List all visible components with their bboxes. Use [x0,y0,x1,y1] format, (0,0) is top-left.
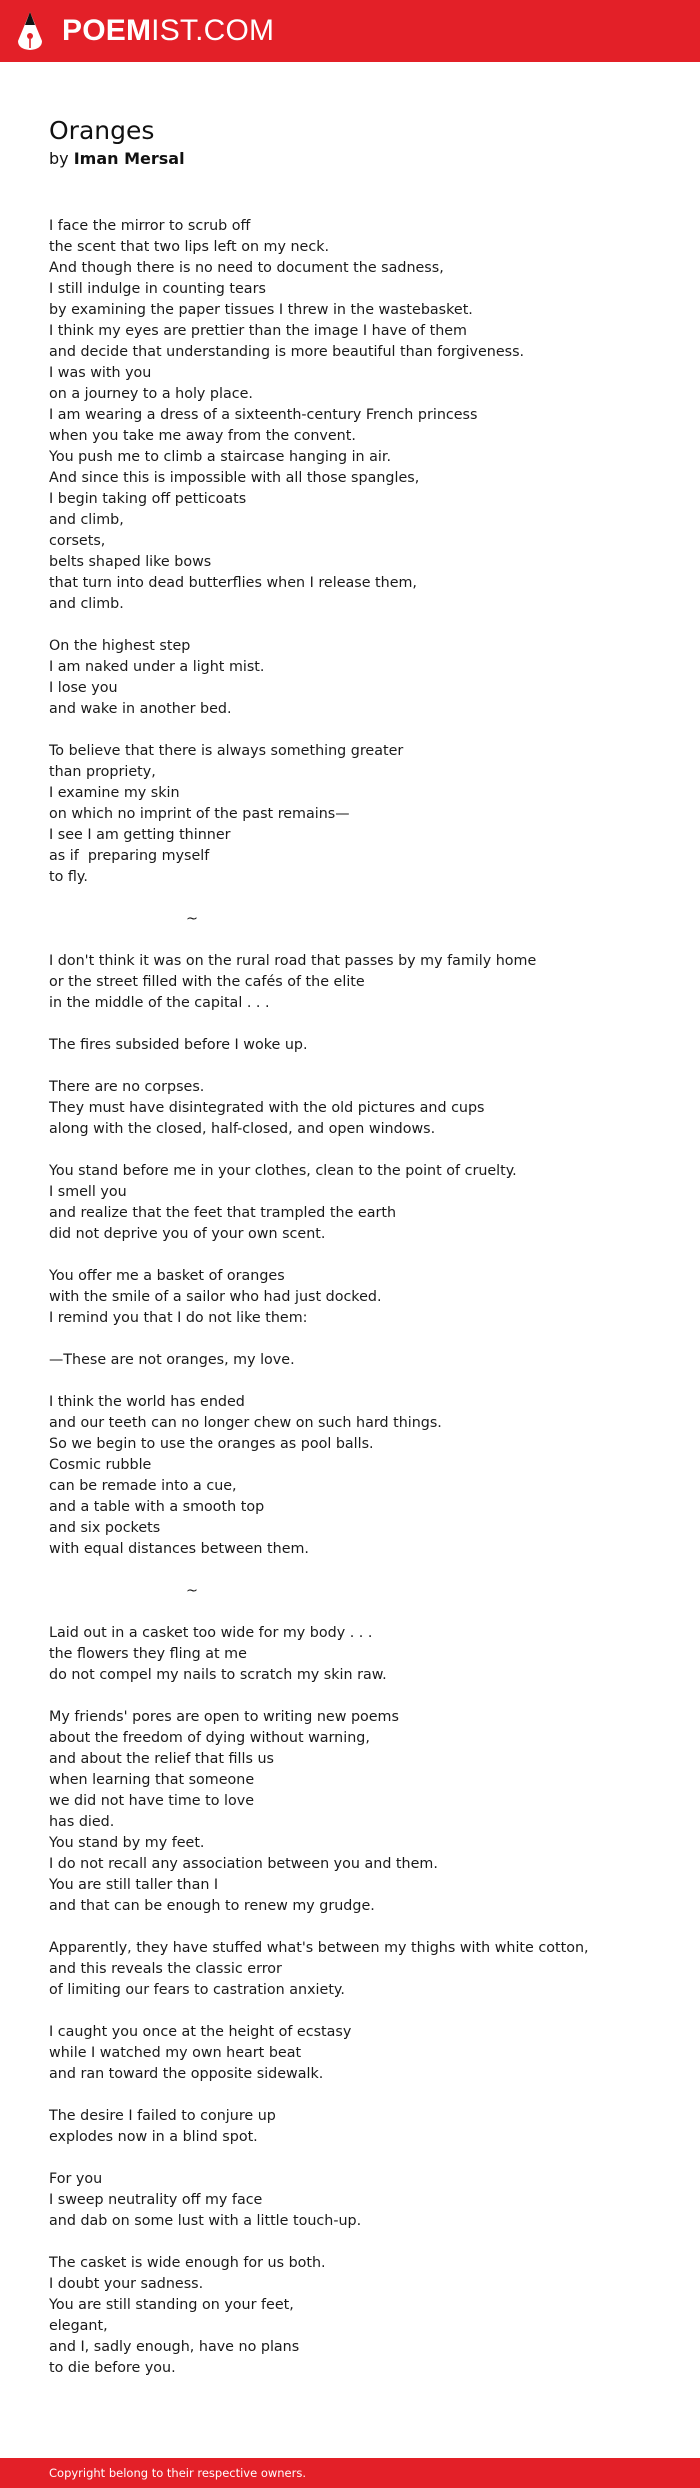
poem-line: I am wearing a dress of a sixteenth-century French princess [49,407,478,423]
stanza-break [49,1140,669,1161]
poem-line: that turn into dead butterflies when I release them, [49,575,417,591]
poem-line: I do not recall any association between you and them. [49,1856,438,1872]
poem-line: You are still standing on your feet, [49,2297,294,2313]
poem-line: while I watched my own heart beat [49,2045,302,2061]
site-footer [0,2458,700,2488]
poem-line: I caught you once at the height of ecstasy [49,2024,352,2040]
poem-line: There are no corpses. [49,1079,205,1095]
poem-line: For you [49,2171,103,2187]
poem-line: and climb. [49,596,124,612]
poem-line: and I, sadly enough, have no plans [49,2339,300,2355]
poem-line: To believe that there is always something greater [49,743,404,759]
poem-line: The desire I failed to conjure up [49,2108,276,2124]
poem-line: when you take me away from the convent. [49,428,356,444]
poem-line: My friends' pores are open to writing new poems [49,1709,399,1725]
byline [49,148,185,170]
stanza-break [49,1917,669,1938]
stanza-break [49,720,669,741]
stanza-break [49,2085,669,2106]
author-name[interactable]: Iman Mersal [73,149,185,168]
poem-line: and this reveals the classic error [49,1961,282,1977]
poem-line: than propriety, [49,764,156,780]
by-label: by [49,149,69,168]
poem-title: Oranges [49,116,155,145]
stanza-break [49,1245,669,1266]
poem-line: The fires subsided before I woke up. [49,1037,308,1053]
stanza-break [49,2148,669,2169]
poem-line: along with the closed, half-closed, and open windows. [49,1121,436,1137]
poem-line: and decide that understanding is more beautiful than forgiveness. [49,344,525,360]
poem-line: corsets, [49,533,106,549]
poem-line: and wake in another bed. [49,701,232,717]
stanza-break [49,615,669,636]
stanza-break [49,1371,669,1392]
poem-line: They must have disintegrated with the old pictures and cups [49,1100,485,1116]
poem-line: I think my eyes are prettier than the image I have of them [49,323,467,339]
poem-line: I lose you [49,680,118,696]
poem-line: I don't think it was on the rural road that passes by my family home [49,953,537,969]
poem-line: Apparently, they have stuffed what's between my thighs with white cotton, [49,1940,589,1956]
poem-line: And since this is impossible with all those spangles, [49,470,420,486]
poem-line: and dab on some lust with a little touch-up. [49,2213,362,2229]
poem-line: I doubt your sadness. [49,2276,204,2292]
section-separator: ~ [186,1583,198,1599]
poem-line: and that can be enough to renew my grudge. [49,1898,375,1914]
poem-line: and six pockets [49,1520,161,1536]
poem-line: I think the world has ended [49,1394,245,1410]
poem-line: I am naked under a light mist. [49,659,265,675]
site-logo[interactable] [62,13,274,49]
poem-line: You stand before me in your clothes, clean to the point of cruelty. [49,1163,517,1179]
poem-line: —These are not oranges, my love. [49,1352,295,1368]
poem-line: explodes now in a blind spot. [49,2129,258,2145]
stanza-break [49,2232,669,2253]
logo-text-light: IST.COM [151,14,275,47]
poem-line: belts shaped like bows [49,554,212,570]
poem-line: and about the relief that fills us [49,1751,274,1767]
stanza-break [49,1014,669,1035]
poem-line: about the freedom of dying without warning, [49,1730,370,1746]
poem-line: I begin taking off petticoats [49,491,247,507]
poem-line: On the highest step [49,638,191,654]
poem-body [49,216,669,2379]
poem-line: do not compel my nails to scratch my skin raw. [49,1667,387,1683]
poem-line: as if preparing myself [49,848,210,864]
site-header [0,0,700,62]
logo-text-strong: POEM [62,14,152,47]
stanza-break [49,1329,669,1350]
poem-line: Laid out in a casket too wide for my body . . . [49,1625,373,1641]
poem-line: to fly. [49,869,88,885]
stanza-break [49,1560,669,1581]
section-separator: ~ [186,911,198,927]
poem-line: I see I am getting thinner [49,827,231,843]
poem-line: I sweep neutrality off my face [49,2192,263,2208]
poem-line: and ran toward the opposite sidewalk. [49,2066,324,2082]
poem-line: and climb, [49,512,124,528]
poem-line: the flowers they fling at me [49,1646,247,1662]
poem-line: in the middle of the capital . . . [49,995,270,1011]
stanza-break [49,2001,669,2022]
poem-line: and realize that the feet that trampled the earth [49,1205,397,1221]
poem-line: or the street filled with the cafés of the elite [49,974,365,990]
poem-line: the scent that two lips left on my neck. [49,239,330,255]
poem-line: So we begin to use the oranges as pool balls. [49,1436,374,1452]
poem-line: You are still taller than I [49,1877,219,1893]
poem-line: on a journey to a holy place. [49,386,253,402]
poem-line: Cosmic rubble [49,1457,152,1473]
poem-line: to die before you. [49,2360,176,2376]
poem-line: The casket is wide enough for us both. [49,2255,326,2271]
poem-line: of limiting our fears to castration anxiety. [49,1982,345,1998]
poem-line: elegant, [49,2318,108,2334]
poem-line: And though there is no need to document the sadness, [49,260,444,276]
poem-line: on which no imprint of the past remains— [49,806,350,822]
poem-line: with equal distances between them. [49,1541,309,1557]
pen-nib-icon[interactable] [16,11,44,51]
poem-line: we did not have time to love [49,1793,255,1809]
poem-line: with the smile of a sailor who had just docked. [49,1289,382,1305]
poem-line: You push me to climb a staircase hanging in air. [49,449,391,465]
poem-line: You stand by my feet. [49,1835,205,1851]
stanza-break [49,930,669,951]
poem-line: I was with you [49,365,152,381]
copyright-notice: Copyright belong to their respective owners. [49,2466,307,2480]
poem-line: can be remade into a cue, [49,1478,237,1494]
poem-line: by examining the paper tissues I threw in the wastebasket. [49,302,473,318]
stanza-break [49,1056,669,1077]
stanza-break [49,888,669,909]
poem-line: I face the mirror to scrub off [49,218,251,234]
poem-line: when learning that someone [49,1772,255,1788]
poem-line: I examine my skin [49,785,180,801]
poem-line: and our teeth can no longer chew on such hard things. [49,1415,442,1431]
poem-line: did not deprive you of your own scent. [49,1226,326,1242]
poem-line: I still indulge in counting tears [49,281,266,297]
poem-line: You offer me a basket of oranges [49,1268,285,1284]
stanza-break [49,1602,669,1623]
poem-line: has died. [49,1814,115,1830]
stanza-break [49,1686,669,1707]
poem-line: and a table with a smooth top [49,1499,265,1515]
poem-line: I remind you that I do not like them: [49,1310,308,1326]
poem-line: I smell you [49,1184,127,1200]
